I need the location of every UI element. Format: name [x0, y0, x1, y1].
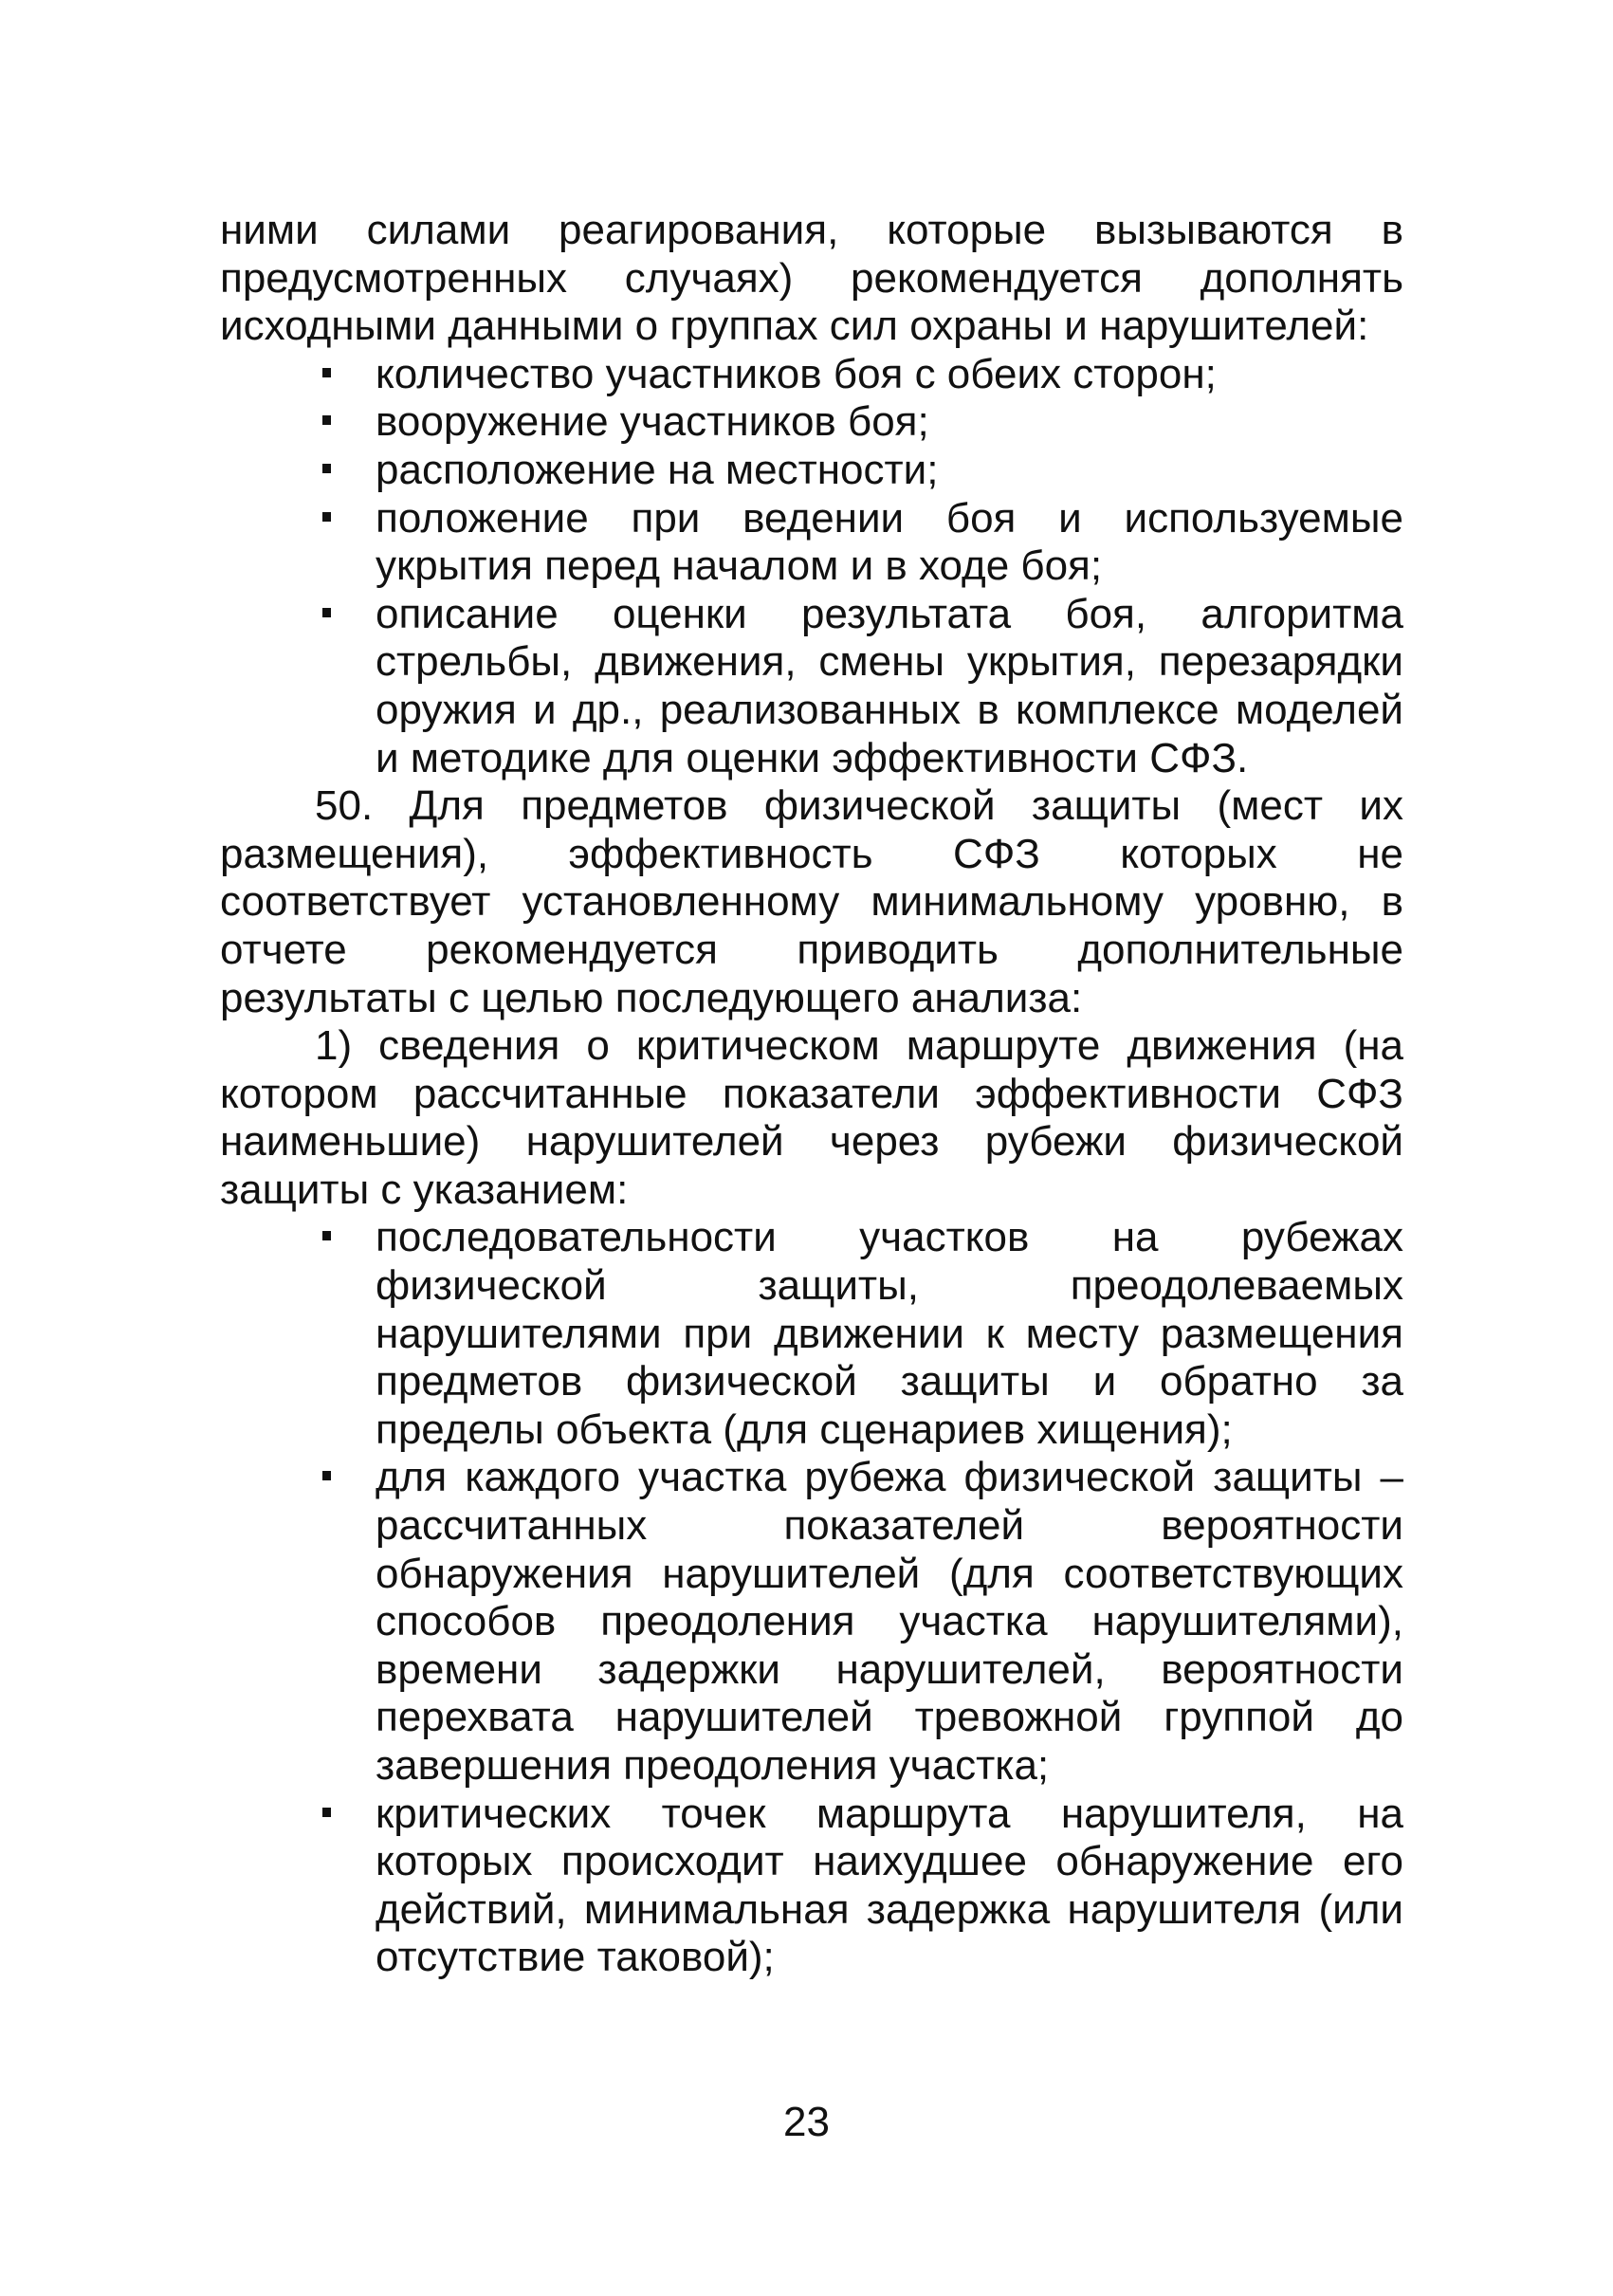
bullet-marker	[322, 512, 331, 522]
bullet-marker	[322, 1231, 331, 1240]
list-item	[376, 1791, 1403, 1982]
list-item	[376, 447, 1403, 495]
list-item-text: критических точек маршрута нарушителя, на которых происходит наихудшее обнаружение его действий, минимальная задержка нарушителя (или отсутствие таковой);	[376, 1790, 1403, 1981]
body-text	[220, 207, 1403, 1982]
list-item-text: количество участников боя с обеих сторон;	[376, 350, 1217, 397]
list-item	[376, 591, 1403, 782]
bullet-marker	[322, 1471, 331, 1480]
list-item	[376, 1214, 1403, 1454]
bullet-marker	[322, 608, 331, 617]
bullet-marker	[322, 464, 331, 473]
list-item	[376, 398, 1403, 447]
bullet-marker	[322, 368, 331, 377]
list-item-text: вооружение участников боя;	[376, 398, 929, 446]
list-item-text: для каждого участка рубежа физической защиты – рассчитанных показателей вероятности обнаружения нарушителей (для соответствующих способов преодоления участка нарушителями), времени задержки нарушителей, вероятности перехвата нарушителей тревожной группой до завершения преодоления участка;	[376, 1454, 1403, 1789]
list-item-text: последовательности участков на рубежах физической защиты, преодолеваемых нарушителями при движении к месту размещения предметов физической защиты и обратно за пределы объекта (для сценариев хищения);	[376, 1214, 1403, 1453]
bullet-marker	[322, 1808, 331, 1817]
paragraph-50: 50. Для предметов физической защиты (мест их размещения), эффективность СФЗ которых не соответствует установленному минимальному уровню, в отчете рекомендуется приводить дополнительные результаты с целью последующего анализа:	[220, 782, 1403, 1021]
page-number: 23	[783, 2099, 830, 2145]
item-1-bullet-list	[220, 1214, 1403, 1982]
list-item	[376, 495, 1403, 591]
intro-paragraph: ними силами реагирования, которые вызываются в предусмотренных случаях) рекомендуется дополнять исходными данными о группах сил охраны и нарушителей:	[220, 207, 1403, 350]
list-item-text: описание оценки результата боя, алгоритма стрельбы, движения, смены укрытия, перезарядки оружия и др., реализованных в комплексе моделей и методике для оценки эффективности СФЗ.	[376, 590, 1403, 781]
list-item	[376, 1454, 1403, 1790]
list-item-text: расположение на местности;	[376, 446, 939, 493]
list-item	[376, 351, 1403, 399]
item-1-paragraph: 1) сведения о критическом маршруте движения (на котором рассчитанные показатели эффективности СФЗ наименьшие) нарушителей через рубежи физической защиты с указанием:	[220, 1022, 1403, 1213]
intro-bullet-list	[220, 351, 1403, 782]
list-item-text: положение при ведении боя и используемые укрытия перед началом и в ходе боя;	[376, 494, 1403, 590]
bullet-marker	[322, 415, 331, 425]
